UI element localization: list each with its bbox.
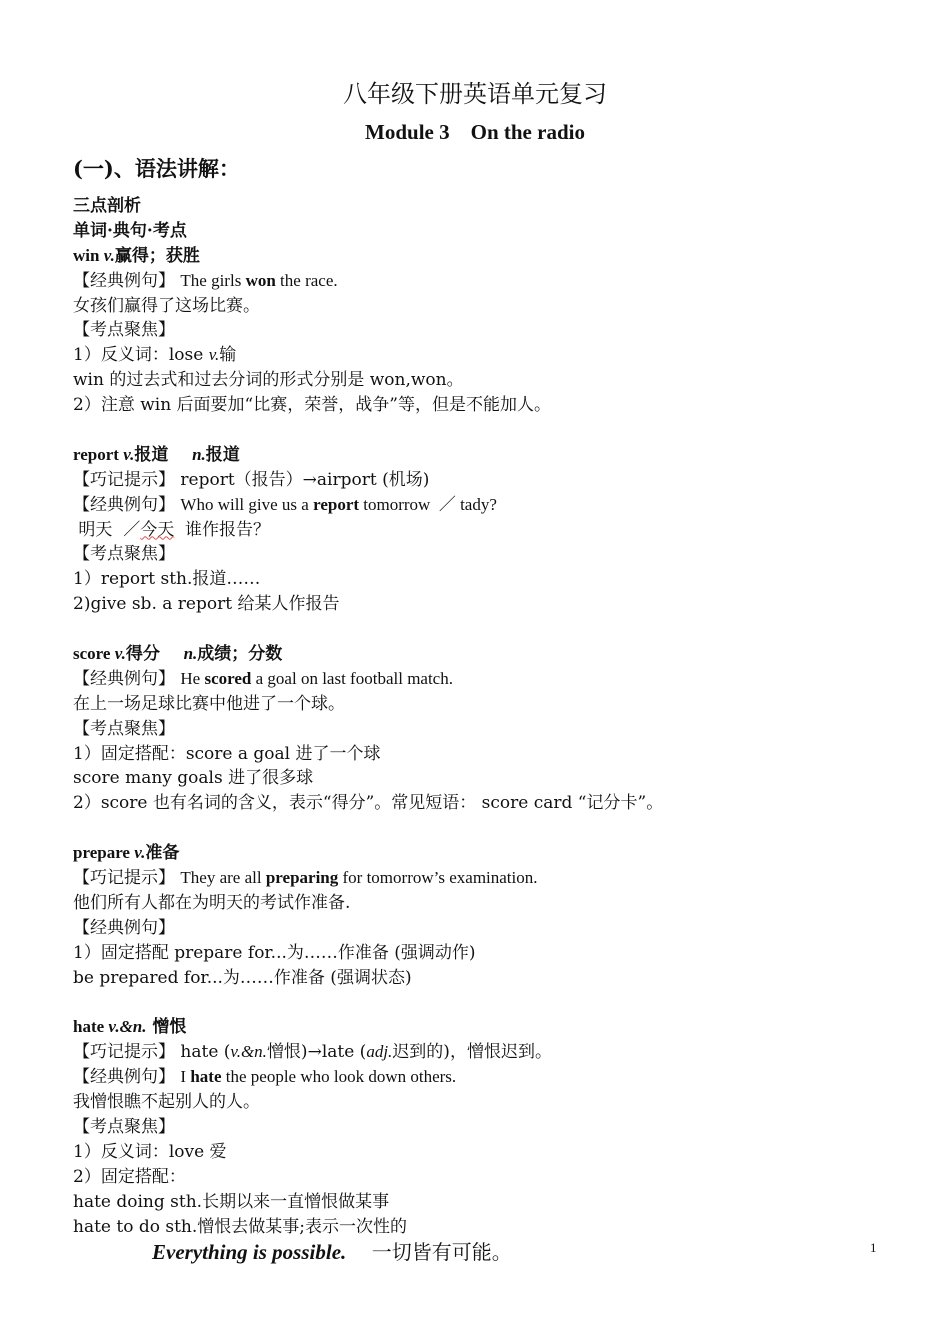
- entry-report-point-1: 1）report sth.报道……: [73, 569, 261, 590]
- example-keyword: report: [313, 494, 360, 514]
- entry-prepare-point-1: 1）固定搭配 prepare for...为……作准备 (强调动作): [73, 942, 476, 963]
- entry-win-point-2: 2）注意 win 后面要加“比赛，荣誉，战争”等，但是不能加人。: [73, 395, 551, 416]
- entry-prepare-tip-translation: 他们所有人都在为明天的考试作准备.: [73, 892, 351, 913]
- tip-text: report（报告）→airport (机场): [180, 469, 430, 490]
- part-of-speech: v.&n.: [230, 1042, 267, 1062]
- entry-word: prepare: [73, 843, 135, 863]
- part-of-speech: v.: [208, 345, 220, 365]
- entry-hate-example-translation: 我憎恨瞧不起别人的人。: [73, 1092, 260, 1113]
- entry-meaning: 赢得；获胜: [114, 245, 200, 266]
- example-label: 【经典例句】: [73, 270, 181, 291]
- page-footer: [152, 1238, 512, 1266]
- entry-hate-example: [73, 1065, 873, 1090]
- part-of-speech: adj.: [366, 1042, 393, 1062]
- translation-text: 谁作报告？: [174, 519, 271, 540]
- part-of-speech: n.: [192, 444, 206, 464]
- part-of-speech: n.: [183, 644, 198, 664]
- entry-score-focus-label: 【考点聚焦】: [73, 718, 175, 739]
- entry-hate-point-2: 2）固定搭配：: [73, 1166, 186, 1187]
- entry-word: report: [73, 444, 124, 464]
- entry-prepare-point-1b: be prepared for...为……作准备 (强调状态): [73, 967, 412, 988]
- tip-text: for tomorrow’s examination.: [338, 868, 538, 888]
- example-label: 【经典例句】: [73, 494, 181, 515]
- example-text: Who will give us a: [180, 494, 314, 514]
- entry-meaning: 报道: [205, 444, 240, 465]
- entry-meaning: 准备: [145, 843, 180, 864]
- content-body: [73, 194, 873, 1239]
- spacer: [73, 991, 873, 1016]
- entry-win-focus-label: 【考点聚焦】: [73, 320, 175, 341]
- spellcheck-underlined-text: 今天: [140, 519, 175, 540]
- tip-text: 憎恨)→late (: [266, 1042, 367, 1063]
- entry-hate-point-2b: hate to do sth.憎恨去做某事;表示一次性的: [73, 1216, 408, 1237]
- entry-score-point-2: 2）score 也有名词的含义，表示“得分”。常见短语： score card “记分卡”。: [73, 793, 664, 814]
- page-number: 1: [870, 1240, 877, 1255]
- intro-subheading: 单词·典句·考点: [73, 220, 187, 241]
- example-text: a goal on last football match.: [251, 668, 453, 688]
- entry-meaning: 成绩；分数: [197, 644, 283, 665]
- example-text: I: [180, 1067, 191, 1087]
- entry-meaning: 报道: [134, 444, 193, 465]
- entry-score-heading: [73, 642, 873, 667]
- entry-score-point-1b: score many goals 进了很多球: [73, 768, 314, 789]
- point-text: 输: [219, 345, 237, 366]
- footer-motto-english: Everything is possible.: [152, 1240, 347, 1264]
- tip-text: They are all: [180, 868, 266, 888]
- tip-label: 【巧记提示】: [73, 1042, 181, 1063]
- module-subtitle: Module 3 On the radio: [365, 120, 585, 144]
- part-of-speech: v.&n.: [108, 1017, 147, 1037]
- section-heading: (一)、语法讲解：: [73, 156, 240, 181]
- tip-keyword: preparing: [265, 868, 339, 888]
- example-label: 【经典例句】: [73, 1067, 181, 1088]
- example-text: tomorrow ／ tady?: [359, 494, 497, 514]
- entry-win-example: [73, 269, 873, 294]
- entry-prepare-example-label: 【经典例句】: [73, 917, 175, 938]
- entry-meaning: 得分: [125, 644, 184, 665]
- entry-win-point-1: [73, 343, 873, 368]
- entry-report-example-translation: [73, 518, 873, 543]
- entry-report-tip: [73, 468, 873, 493]
- translation-text: 明天 ／: [73, 519, 141, 540]
- tip-label: 【巧记提示】: [73, 469, 181, 490]
- entry-hate-heading: [73, 1015, 873, 1040]
- entry-meaning: 憎恨: [146, 1017, 187, 1038]
- entry-score-point-1: 1）固定搭配：score a goal 进了一个球: [73, 743, 381, 764]
- example-text: The girls: [180, 270, 246, 290]
- part-of-speech: v.: [114, 644, 126, 664]
- spacer: [73, 617, 873, 642]
- entry-word: win: [73, 245, 104, 265]
- tip-text: hate (: [180, 1042, 231, 1063]
- entry-word: score: [73, 644, 115, 664]
- page-title: 八年级下册英语单元复习: [343, 80, 607, 108]
- entry-win-point-1b: win 的过去式和过去分词的形式分别是 won,won。: [73, 370, 464, 391]
- part-of-speech: v.: [103, 245, 115, 265]
- point-text: 1）反义词：lose: [73, 345, 209, 366]
- tip-text: 迟到的)，憎恨迟到。: [392, 1042, 552, 1063]
- entry-hate-focus-label: 【考点聚焦】: [73, 1116, 175, 1137]
- footer-motto-chinese: 一切皆有可能。: [346, 1240, 512, 1264]
- entry-win-heading: [73, 244, 873, 269]
- example-text: the people who look down others.: [221, 1067, 457, 1087]
- example-label: 【经典例句】: [73, 668, 181, 689]
- entry-hate-tip: [73, 1040, 873, 1065]
- example-keyword: hate: [190, 1067, 222, 1087]
- example-keyword: scored: [204, 668, 252, 688]
- spacer: [73, 816, 873, 841]
- entry-hate-point-1: 1）反义词：love 爱: [73, 1141, 227, 1162]
- entry-hate-point-2a: hate doing sth.长期以来一直憎恨做某事: [73, 1191, 390, 1212]
- entry-report-example: [73, 493, 873, 518]
- spacer: [73, 418, 873, 443]
- entry-report-point-2: 2)give sb. a report 给某人作报告: [73, 594, 340, 615]
- entry-score-example-translation: 在上一场足球比赛中他进了一个球。: [73, 693, 345, 714]
- tip-label: 【巧记提示】: [73, 868, 181, 889]
- entry-score-example: [73, 667, 873, 692]
- entry-win-example-translation: 女孩们赢得了这场比赛。: [73, 295, 260, 316]
- entry-report-heading: [73, 443, 873, 468]
- intro-heading: 三点剖析: [73, 196, 141, 216]
- entry-prepare-tip: [73, 866, 873, 891]
- part-of-speech: v.: [134, 843, 146, 863]
- example-text: the race.: [275, 270, 338, 290]
- example-text: He: [180, 668, 205, 688]
- entry-word: hate: [73, 1017, 109, 1037]
- example-keyword: won: [245, 270, 276, 290]
- entry-report-focus-label: 【考点聚焦】: [73, 544, 175, 565]
- part-of-speech: v.: [123, 444, 135, 464]
- entry-prepare-heading: [73, 841, 873, 866]
